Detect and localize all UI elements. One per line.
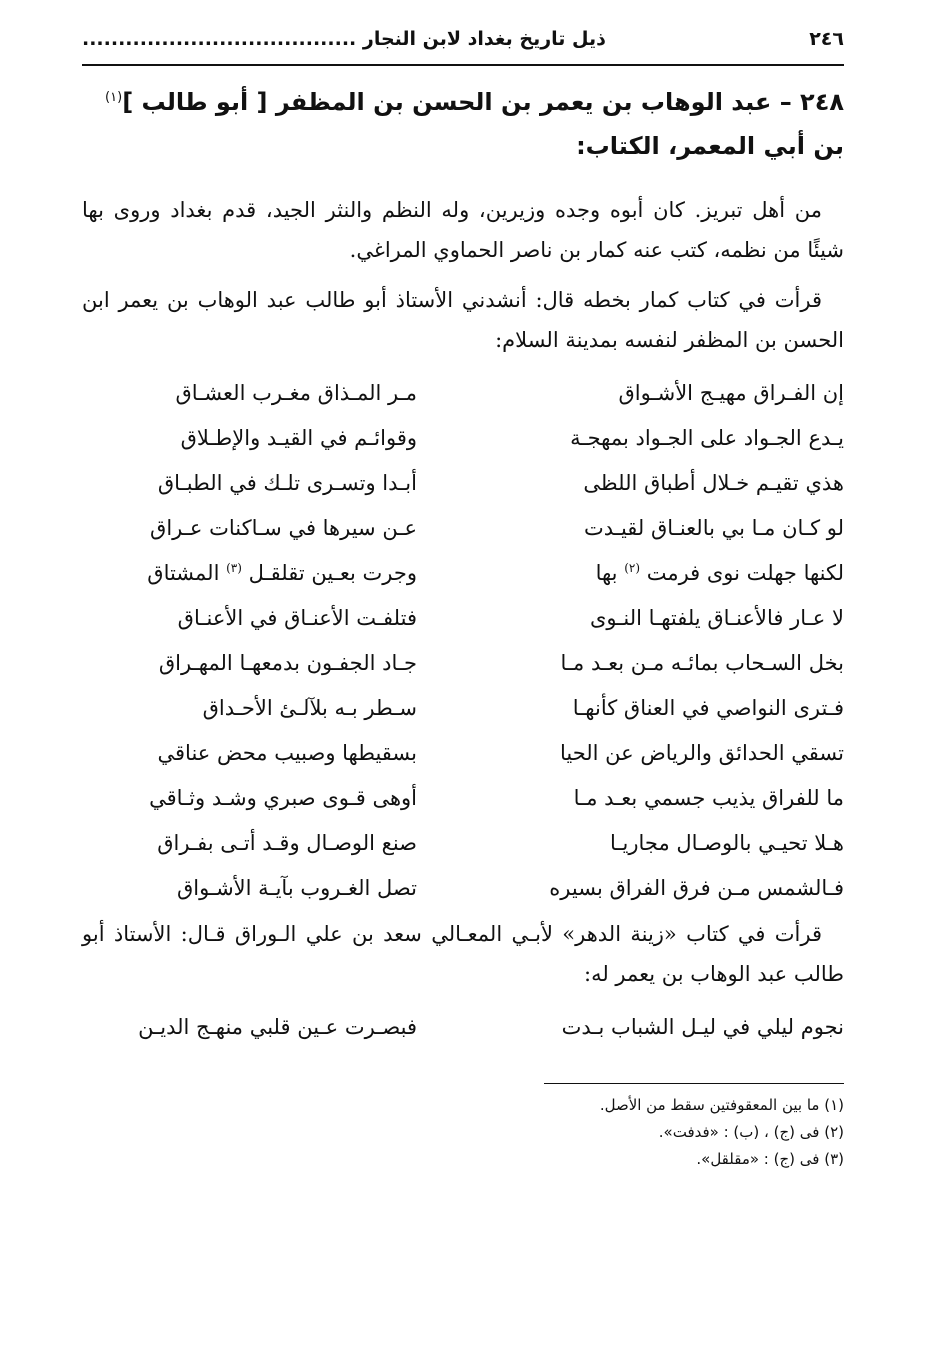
verse-2 xyxy=(82,415,844,460)
verse-8 xyxy=(82,685,844,730)
verse-text: لكنها جهلت نوى فرمت xyxy=(646,560,844,585)
paragraph-bio: من أهل تبريز. كان أبوه وجده وزيرين، وله النظم والنثر الجيد، قدم بغداد وروى بها شيئًا من نظمه، كتب عنه كمار بن ناصر الحماوي المراغي. xyxy=(82,198,844,262)
verse-left-hemistich: صنع الوصـال وقـد أتـى بفـراق xyxy=(157,830,417,855)
footnote-1: (١) ما بين المعقوفتين سقط من الأصل. xyxy=(599,1096,844,1114)
verse-right-hemistich: ما للفراق يذيب جسمي بعـد مـا xyxy=(573,785,844,810)
paragraph-source: قرأت في كتاب كمار بخطه قال: أنشدني الأستاذ أبو طالب عبد الوهاب بن يعمر ابن الحسن بن المظفر لنفسه بمدينة السلام: xyxy=(82,288,844,352)
footnote-2: (٢) فى (ج) ، (ب) : «فدفت». xyxy=(658,1123,844,1141)
verse-left-hemistich: جـاد الجفـون بدمعهـا المهـراق xyxy=(158,650,417,675)
verse-4 xyxy=(82,505,844,550)
verse-7 xyxy=(82,640,844,685)
page xyxy=(82,28,844,1173)
verse-left-hemistich: مـر المـذاق مغـرب العشـاق xyxy=(175,380,417,405)
verse-left-hemistich: وقوائـم في القيـد والإطـلاق xyxy=(180,425,417,450)
entry-heading-tail: بن أبي المعمر، الكتاب: xyxy=(576,132,844,160)
verse-right-hemistich: لا عـار فالأعنـاق يلفتهـا النـوى xyxy=(589,605,844,630)
verse-right-hemistich: تسقي الحدائق والرياض عن الحيا xyxy=(559,740,844,765)
verse-left-hemistich: فتلفـت الأعنـاق في الأعنـاق xyxy=(177,605,417,630)
verse-left-hemistich xyxy=(82,561,417,585)
verse-9 xyxy=(82,730,844,775)
verse-left-hemistich: أوهى قـوى صبري وشـد وثـاقي xyxy=(149,785,417,810)
footnote-3: (٣) فى (ج) : «مقلقل». xyxy=(696,1150,844,1168)
verse-left-hemistich: سـطر بـه بلآلـئ الأحـداق xyxy=(202,695,417,720)
entry-heading xyxy=(82,76,844,168)
verse-3 xyxy=(82,460,844,505)
verse-10 xyxy=(82,775,844,820)
final-verse xyxy=(82,1004,844,1049)
verse-right-hemistich xyxy=(509,561,844,585)
footnotes xyxy=(82,1092,844,1173)
verse-right-hemistich: يـدع الجـواد على الجـواد بمهجـة xyxy=(570,425,844,450)
verse-left-hemistich: تصل الغـروب بآيـة الأشـواق xyxy=(176,875,417,900)
verse-text: وجرت بعـين تقلقـل xyxy=(248,560,417,585)
verse-right-hemistich: إن الفـراق مهيـج الأشـواق xyxy=(618,380,844,405)
footnote-ref-3: (٣) xyxy=(226,560,242,575)
footnote-divider xyxy=(544,1083,844,1084)
verse-right-hemistich: بخل السـحاب بمائـه مـن بعـد مـا xyxy=(560,650,844,675)
footnote-ref-1: (١) xyxy=(105,90,123,105)
entry-heading-main: ٢٤٨ – عبد الوهاب بن يعمر بن الحسن بن المظفر [ أبو طالب ] xyxy=(122,88,844,116)
verse-right-hemistich: نجوم ليلي في ليـل الشباب بـدت xyxy=(561,1014,844,1039)
verse-right-hemistich: فـترى النواصي في العناق كأنهـا xyxy=(572,695,844,720)
verse-5 xyxy=(82,550,844,595)
verse-left-hemistich: عـن سيرها في سـاكنات عـراق xyxy=(150,515,417,540)
verse-right-hemistich: هذي تقيـم خـلال أطباق اللظى xyxy=(583,470,844,495)
verse-1 xyxy=(82,370,844,415)
verse-right-hemistich: لو كـان مـا بي بالعنـاق لقيـدت xyxy=(584,515,844,540)
verse-12 xyxy=(82,865,844,910)
verse-left-hemistich: أبـدا وتسـرى تلـك في الطبـاق xyxy=(157,470,417,495)
footnote-ref-2: (٢) xyxy=(624,560,641,575)
paragraph-second-source: قرأت في كتاب «زينة الدهر» لأبـي المعـالي سعد بن علي الـوراق قـال: الأستاذ أبو طالب عبد الوهاب بن يعمر له: xyxy=(82,922,844,986)
poem xyxy=(82,370,844,910)
running-title: ذيل تاريخ بغداد لابن النجار ...................................... xyxy=(82,28,606,50)
verse-left-hemistich: بسقيطها وصبيب محض عناقي xyxy=(157,740,417,765)
verse-right-hemistich: فـالشمس مـن فرق الفراق بسيره xyxy=(549,875,844,900)
page-number: ٢٤٦ xyxy=(809,28,844,50)
verse-right-hemistich: هـلا تحيـي بالوصـال مجاريـا xyxy=(609,830,844,855)
verse-11 xyxy=(82,820,844,865)
verse-text: بها xyxy=(595,560,625,585)
verse-left-hemistich: فبصـرت عـين قلبي منهـج الديـن xyxy=(138,1014,417,1039)
running-header xyxy=(82,28,844,66)
verse-6 xyxy=(82,595,844,640)
verse-text: المشتاق xyxy=(147,560,227,585)
